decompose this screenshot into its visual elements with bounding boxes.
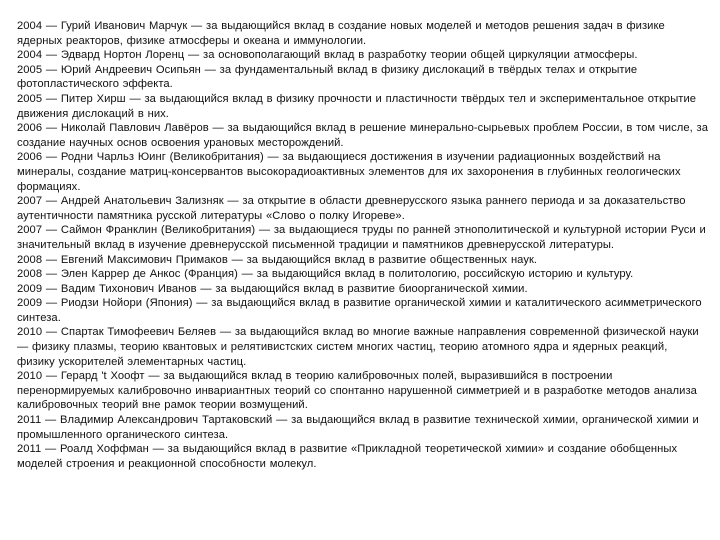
award-entry-2007-franklin: 2007 — Саймон Франклин (Великобритания) — за выдающиеся труды по ранней этнополитической и культурной истории Руси и значительный вклад в изучение древнерусской письменной традиции и памятников древнерусской литературы. <box>17 224 706 251</box>
award-entry-2004-marchuk: 2004 — Гурий Иванович Марчук — за выдающийся вклад в создание новых моделей и методов решения задач в физике ядерных реакторов, физике атмосферы и океана и иммунологии. <box>17 20 665 47</box>
award-entry-2006-ewing: 2006 — Родни Чарльз Юинг (Великобритания) — за выдающиеся достижения в изучении радиационных воздействий на минералы, создание матриц-консервантов высокорадиоактивных элементов для их захоронения в глубинных геологических формациях. <box>17 151 681 193</box>
award-entry-2008-carrere-d-encausse: 2008 — Элен Каррер де Анкос (Франция) — за выдающийся вклад в политологию, российскую историю и культуру. <box>17 268 634 281</box>
award-entry-2007-zaliznyak: 2007 — Андрей Анатольевич Зализняк — за открытие в области древнерусского языка раннего периода и за доказательство аутентичности памятника русской литературы «Слово о полку Игореве». <box>17 195 686 222</box>
award-entry-2005-hirsch: 2005 — Питер Хирш — за выдающийся вклад в физику прочности и пластичности твёрдых тел и экспериментальное открытие движения дислокаций в них. <box>17 92 697 120</box>
award-entry-2005-osipyan: 2005 — Юрий Андреевич Осипьян — за фундаментальный вклад в физику дислокаций в твёрдых телах и открытие фотопластического эффекта. <box>17 63 638 91</box>
award-entry-2011-hoffmann: 2011 — Роалд Хоффман — за выдающийся вклад в развитие «Прикладной теоретической химии» и создание обобщенных моделей строения и реакционной способности молекул. <box>17 443 678 470</box>
award-entry-2004-lorenz: 2004 — Эдвард Нортон Лоренц — за основополагающий вклад в разработку теории общей циркуляции атмосферы. <box>17 49 638 62</box>
award-entry-2009-ivanov: 2009 — Вадим Тихонович Иванов — за выдающийся вклад в развитие биоорганической химии. <box>17 282 528 295</box>
award-entry-2009-noyori: 2009 — Риодзи Нойори (Япония) — за выдающийся вклад в развитие органической химии и каталитического асимметрического синтеза. <box>17 297 702 324</box>
award-entry-2008-primakov: 2008 — Евгений Максимович Примаков — за выдающийся вклад в развитие общественных наук. <box>17 253 538 266</box>
award-entry-2010-belyaev: 2010 — Спартак Тимофеевич Беляев — за выдающийся вклад во многие важные направления современной физической науки — физику плазмы, теорию квантовых и релятивистских систем многих частиц, теорию атомного ядра и ядерных реакций, физику ускорителей элементарных частиц. <box>17 326 699 368</box>
award-entry-2011-tartakovsky: 2011 — Владимир Александрович Тартаковский — за выдающийся вклад в развитие технической химии, органической химии и промышленного органического синтеза. <box>17 414 699 441</box>
award-entry-2010-t-hooft: 2010 — Герард 't Хоофт — за выдающийся вклад в теорию калибровочных полей, выразившийся в построении перенормируемых калибровочно инвариантных теорий со спонтанно нарушенной симметрией и в разработке методов анализа калибровочных теорий вне рамок теории возмущений. <box>17 370 697 412</box>
award-entry-2006-laverov: 2006 — Николай Павлович Лавёров — за выдающийся вклад в решение минерально-сырьевых проблем России, в том числе, за создание научных основ освоения урановых месторождений. <box>17 122 708 149</box>
